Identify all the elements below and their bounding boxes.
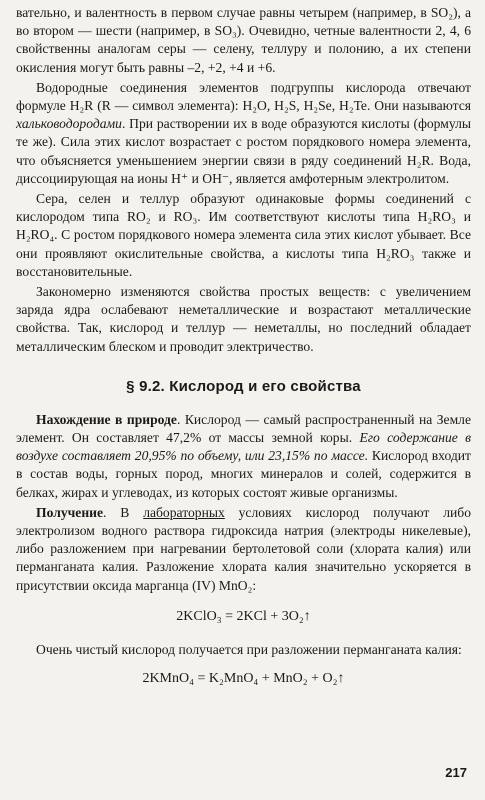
text-run: . При растворении их в воде образуются кислоты (формулы те же). Сила этих кислот возрастает с ростом порядкового номера элемента, что объясняется уменьшением энергии связи в ряду соединений H₂R. Вода, диссоциирующая на ионы H⁺ и OH⁻, является амфотерным электролитом. — [16, 116, 471, 186]
paragraph-simple-substances: Закономерно изменяются свойства простых веществ: с увеличением заряда ядра ослабевают неметаллические и возрастают металлические свойства. Так, кислород и теллур — неметаллы, но последний обладает металлическим блеском и проводит электричество. — [16, 284, 471, 354]
text-run: Водородные соединения элементов подгруппы кислорода отвечают формуле H₂R (R — символ элемента): H₂O, H₂S, H₂Se, H₂Te. Они называются — [16, 79, 471, 114]
text-run: . Кислород — самый распространенный на Земле элемент. Он составляет 47,2% от массы земной коры. — [16, 411, 471, 446]
paragraph-valence: вательно, и валентность в первом случае равны четырем (например, в SO₂), а во втором — шести (например, в SO₃). Очевидно, четные валентности 2, 4, 6 свойственны аналогам серы — селену, теллуру и полонию, а их степени окисления могут быть равны –2, +2, +4 и +6. — [16, 5, 471, 75]
term-chalcogen-hydrides: хальководородами — [16, 116, 122, 132]
text-run: Кислород входит в состав воды, горных пород, многих минералов и солей, содержится в белках, жирах и углеводах, из которых состоят живые организмы. — [16, 448, 471, 500]
paragraph-oxides-acids: Сера, селен и теллур образуют одинаковые формы соединений с кислородом типа RO₂ и RO₃. Им соответствуют кислоты типа H₂RO₃ и H₂RO₄. С ростом порядкового номера элемента сила этих кислот убывает. Все они проявляют окислительные свойства, а кислоты типа H₂RO₃ также и восстановительные. — [16, 191, 471, 279]
underlined-laboratory: лабораторных — [143, 504, 225, 520]
section-heading: § 9.2. Кислород и его свойства — [126, 377, 361, 395]
page-number: 217 — [445, 765, 467, 780]
paragraph-hydrogen-compounds — [16, 79, 471, 188]
paragraph-preparation — [16, 504, 471, 595]
paragraph-occurrence — [16, 411, 471, 502]
text-run: . В — [103, 504, 144, 520]
equation-permanganate-decomposition: 2KMnO₄ = K₂MnO₄ + MnO₂ + O₂↑ — [142, 671, 345, 687]
label-occurrence: Нахождение в природе — [36, 411, 177, 427]
label-preparation: Получение — [36, 504, 104, 520]
text-run: условиях кислород получают либо электролизом водного раствора гидроксида натрия (электроды никелевые), либо разложением при нагревании бертолетовой соли (хлората калия) или перманганата калия. Разложение хлората калия значительно ускоряется в присутствии оксида марганца (IV) MnO₂: — [16, 504, 472, 593]
italic-air-content: Его содержание в воздухе составляет 20,95% по объему, или 23,15% по массе. — [16, 430, 472, 464]
paragraph-permanganate: Очень чистый кислород получается при разложении перманганата калия: — [36, 641, 462, 657]
equation-chlorate-decomposition: 2KClO₃ = 2KCl + 3O₂↑ — [176, 608, 311, 624]
